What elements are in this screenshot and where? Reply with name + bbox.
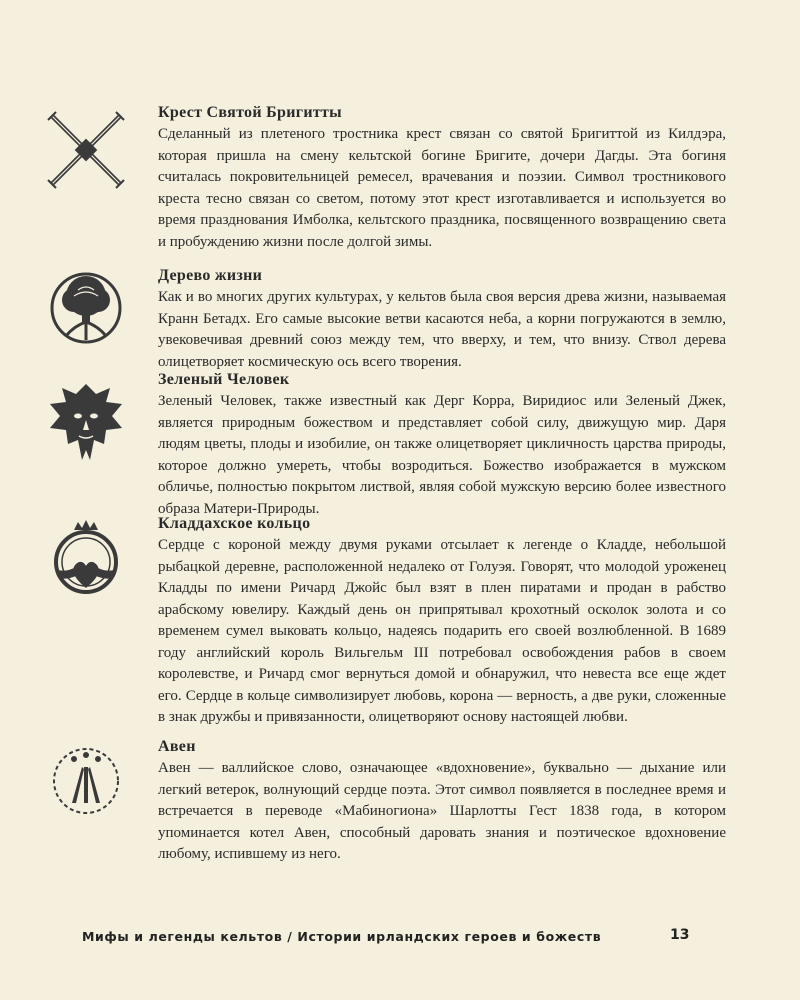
claddagh-ring-icon bbox=[44, 516, 128, 600]
section-text bbox=[158, 102, 726, 253]
running-title: Мифы и легенды кельтов / Истории ирландских героев и божеств bbox=[82, 929, 602, 944]
page-number: 13 bbox=[670, 927, 690, 943]
section-body: Сделанный из плетеного тростника крест связан со святой Бригиттой из Килдэра, которая пришла на смену кельтской богине Бригите, дочери Дагды. Эта богиня считалась покровительницей ремесел, врачевания и поэзии. Символ тростникового креста тесно связан со светом, потому этот крест изготавливается и используется во время празднования Имболка, кельтского праздника, посвященного возвращению света и пробуждению жизни после долгой зимы. bbox=[158, 126, 726, 250]
section-text bbox=[158, 369, 726, 520]
section-text bbox=[158, 513, 726, 729]
section-title: Крест Святой Бригитты bbox=[158, 104, 342, 121]
section-body: Авен — валлийское слово, означающее «вдохновение», буквально — дыхание или легкий ветерок, волнующий сердце поэта. Этот символ появляется в последнее время и встречается в переводе «Мабиногиона» Шарлотты Гест 1838 года, в котором упоминается котел Авен, способный даровать знания и поэтическое вдохновение любому, испившему из него. bbox=[158, 760, 726, 862]
section-body: Зеленый Человек, также известный как Дерг Корра, Виридиос или Зеленый Джек, является природным божеством и представляет собой силу, движущую мир. Даря людям цветы, плоды и изобилие, он также олицетворяет цикличность царства природы, которое должно умереть, чтобы возродиться. Божество изображается в мужском обличье, полностью покрытом листвой, являя собой мужскую версию более известного образа Матери-Природы. bbox=[158, 393, 726, 517]
section-title: Зеленый Человек bbox=[158, 371, 290, 388]
green-man-icon bbox=[44, 380, 128, 464]
tree-of-life-icon bbox=[44, 266, 128, 350]
brigid-cross-icon bbox=[44, 108, 128, 192]
awen-icon bbox=[44, 737, 128, 821]
section-body: Сердце с короной между двумя руками отсылает к легенде о Кладде, небольшой рыбацкой деревне, расположенной недалеко от Голуэя. Говорят, что молодой уроженец Кладды по имени Ричард Джойс был взят в плен пиратами и продан в рабство арабскому ювелиру. Каждый день он припрятывал крохотный осколок золота и со временем сумел выковать кольцо, надеясь подарить его своей возлюбленной. В 1689 году английский король Вильгельм III потребовал освобождения рабов в своем королевстве, и Ричард смог вернуться домой и обнаружил, что невеста все еще ждет его. Сердце в кольце символизирует любовь, корона — верность, а две руки, сложенные в знак дружбы и привязанности, олицетворяют основу настоящей любви. bbox=[158, 537, 726, 725]
section-title: Авен bbox=[158, 738, 196, 755]
section-title: Дерево жизни bbox=[158, 267, 263, 284]
section-text bbox=[158, 265, 726, 373]
section-title: Кладдахское кольцо bbox=[158, 515, 311, 532]
section-text bbox=[158, 736, 726, 866]
section-body: Как и во многих других культурах, у кельтов была своя версия древа жизни, называемая Кранн Бетадх. Его самые высокие ветви касаются неба, а корни погружаются в землю, увековечивая древний союз между тем, что вверху, и тем, что внизу. Ствол дерева олицетворяет космическую ось всего творения. bbox=[158, 289, 726, 370]
